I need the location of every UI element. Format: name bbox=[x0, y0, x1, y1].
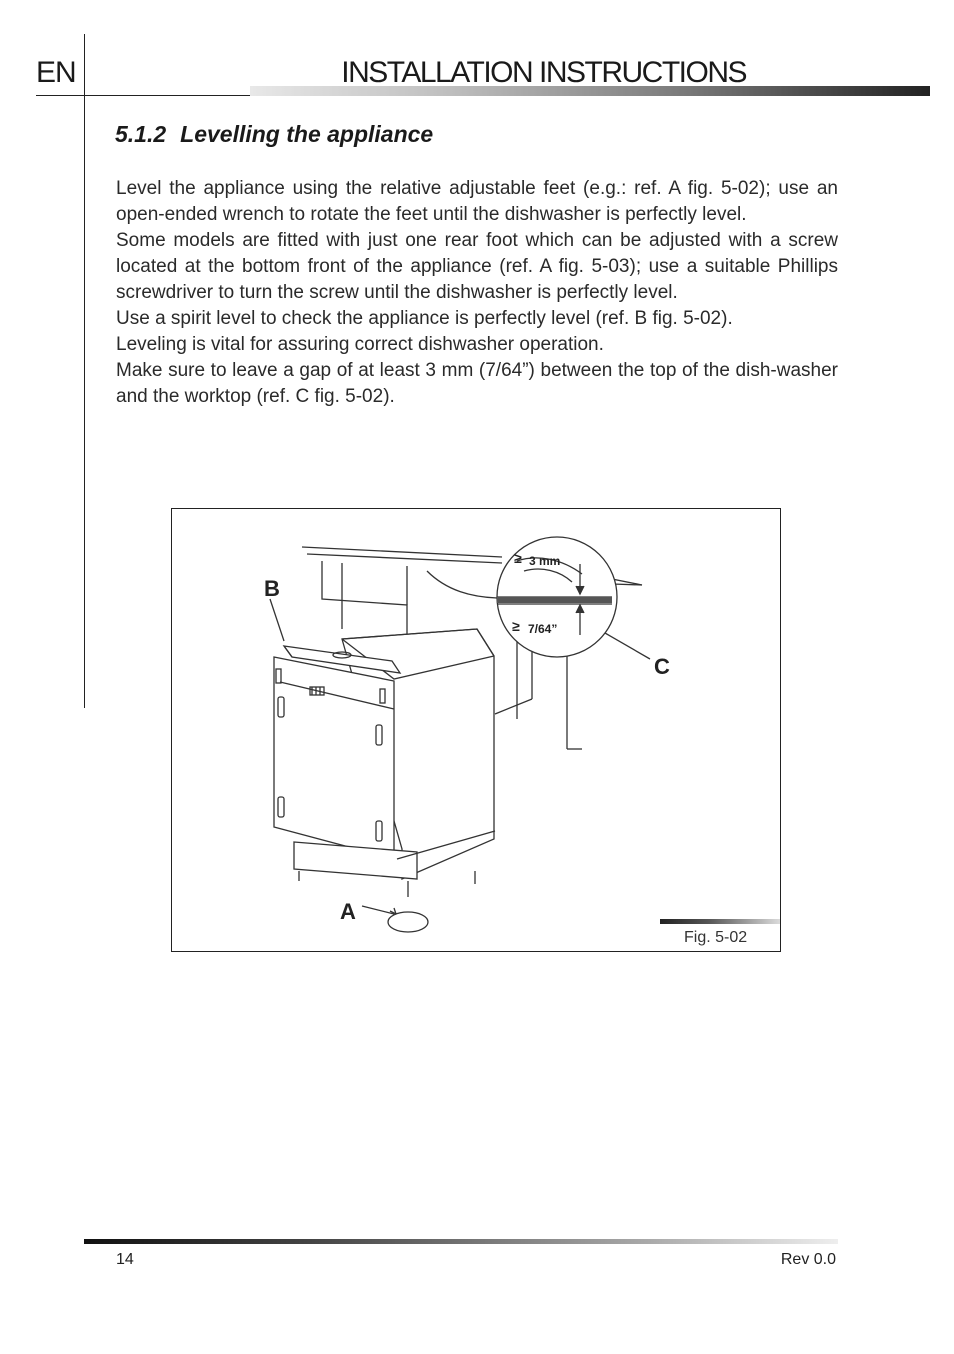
label-b: B bbox=[264, 576, 280, 601]
section-heading bbox=[115, 121, 433, 148]
label-c: C bbox=[654, 654, 670, 679]
footer-gradient-bar bbox=[84, 1239, 838, 1244]
paragraph-leveling-vital: Leveling is vital for assuring correct dishwasher operation. bbox=[116, 334, 604, 355]
paragraph-spirit-level: Use a spirit level to check the appliance is perfectly level (ref. B fig. 5-02). bbox=[116, 308, 733, 329]
figure-caption-bar bbox=[660, 919, 781, 924]
gap-in-label: 7/64” bbox=[528, 622, 558, 636]
margin-vertical-rule bbox=[84, 34, 85, 708]
figure-levelling bbox=[171, 508, 781, 952]
label-a: A bbox=[340, 899, 356, 924]
figure-caption: Fig. 5-02 bbox=[684, 929, 748, 946]
ge-symbol-bottom: ≥ bbox=[512, 618, 520, 634]
page-number: 14 bbox=[116, 1251, 134, 1268]
revision-label: Rev 0.0 bbox=[780, 1251, 836, 1268]
paragraph-rear-foot: Some models are fitted with just one rear foot which can be adjusted with a screw located at the bottom front of the appliance (ref. A fig. 5-03); use a suitable Phillips screwdriver to turn the screw until the dishwasher is perfectly level. bbox=[116, 230, 838, 303]
section-title: Levelling the appliance bbox=[180, 121, 434, 147]
paragraph-gap: Make sure to leave a gap of at least 3 mm (7/64”) between the top of the dish-washer and the worktop (ref. C fig. 5-02). bbox=[116, 360, 838, 407]
header-rule bbox=[36, 95, 250, 96]
section-number: 5.1.2 bbox=[115, 121, 167, 147]
gap-mm-label: 3 mm bbox=[529, 554, 561, 568]
paragraph-feet: Level the appliance using the relative adjustable feet (e.g.: ref. A fig. 5-02); use an open-ended wrench to rotate the feet until the dishwasher is perfectly level. bbox=[116, 178, 838, 225]
dishwasher-illustration bbox=[172, 509, 781, 952]
body-text bbox=[116, 176, 838, 410]
ge-symbol-top: ≥ bbox=[514, 550, 522, 566]
language-code: EN bbox=[36, 56, 76, 89]
page-title: INSTALLATION INSTRUCTIONS bbox=[341, 56, 746, 89]
